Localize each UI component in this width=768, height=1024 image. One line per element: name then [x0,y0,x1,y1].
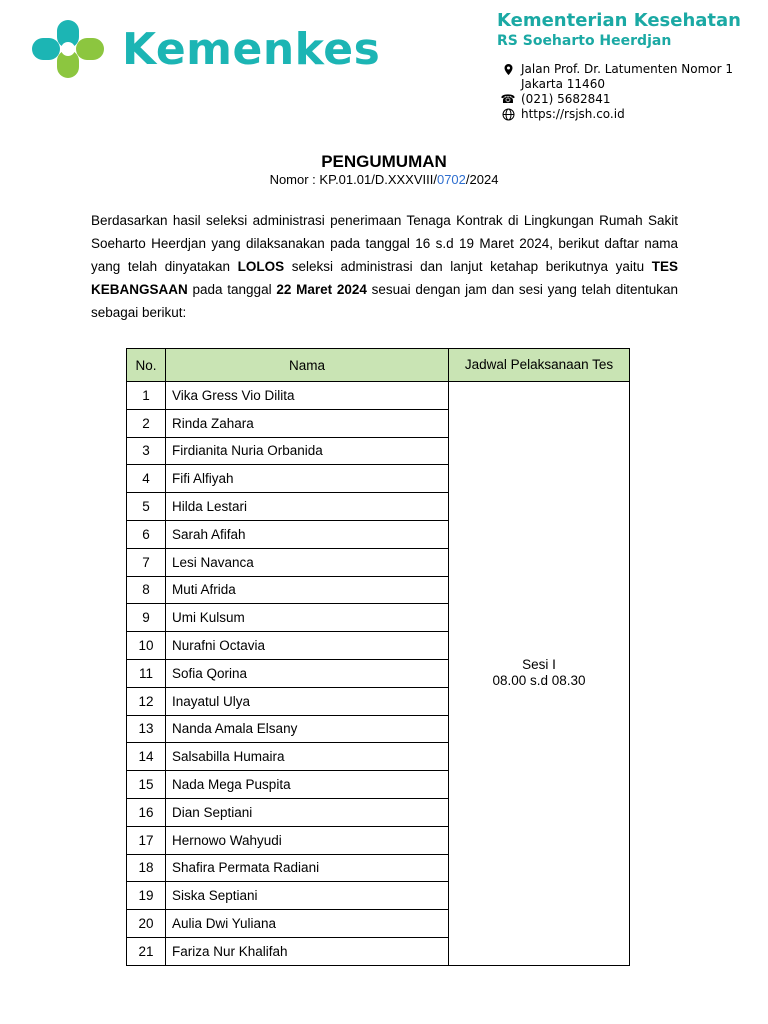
para-bold-test: TES KEBANGSAAN [91,259,678,297]
candidate-table [126,348,630,966]
row-number: 11 [127,659,166,687]
document-title: PENGUMUMAN [321,152,447,171]
para-text-3: pada tanggal [187,282,277,297]
phone-number: (021) 5682841 [521,92,611,106]
location-pin-icon [499,63,517,76]
row-number: 1 [127,382,166,410]
address-row-2 [499,77,733,92]
para-text-4: sesuai dengan jam dan sesi yang telah ditentukan sebagai berikut: [91,282,678,320]
row-number: 16 [127,798,166,826]
number-prefix: Nomor : KP.01.01/D.XXXVIII/ [269,172,437,187]
table-header-row [127,349,630,382]
row-name: Fariza Nur Khalifah [166,937,449,965]
row-number: 19 [127,882,166,910]
row-number: 3 [127,437,166,465]
schedule-cell [449,382,630,966]
row-name: Shafira Permata Radiani [166,854,449,882]
row-name: Firdianita Nuria Orbanida [166,437,449,465]
organization-block [497,10,741,49]
row-number: 5 [127,493,166,521]
hospital-name: RS Soeharto Heerdjan [497,33,672,49]
para-bold-date: 22 Maret 2024 [276,282,367,297]
row-name: Inayatul Ulya [166,687,449,715]
globe-icon [499,108,517,121]
row-name: Hernowo Wahyudi [166,826,449,854]
row-name: Dian Septiani [166,798,449,826]
website-link[interactable]: https://rsjsh.co.id [521,107,625,121]
table-body [127,382,630,966]
row-name: Umi Kulsum [166,604,449,632]
para-text-2: seleksi administrasi dan lanjut ketahap berikutnya yaitu [284,259,652,274]
row-number: 12 [127,687,166,715]
kemenkes-emblem-icon [30,18,106,80]
row-number: 21 [127,937,166,965]
row-number: 15 [127,771,166,799]
address-line-2: Jakarta 11460 [521,77,605,91]
row-name: Nanda Amala Elsany [166,715,449,743]
schedule-session: Sesi I [522,657,556,673]
row-number: 13 [127,715,166,743]
row-name: Lesi Navanca [166,548,449,576]
row-number: 10 [127,632,166,660]
row-name: Sarah Afifah [166,520,449,548]
number-highlight: 0702 [436,172,466,187]
phone-icon: ☎ [500,92,516,106]
row-name: Nurafni Octavia [166,632,449,660]
row-name: Vika Gress Vio Dilita [166,382,449,410]
announcement-paragraph [91,209,678,324]
row-number: 2 [127,409,166,437]
row-number: 17 [127,826,166,854]
row-name: Nada Mega Puspita [166,771,449,799]
row-name: Aulia Dwi Yuliana [166,910,449,938]
kemenkes-logo [30,18,380,80]
logo-text: Kemenkes [122,23,381,75]
row-number: 8 [127,576,166,604]
address-row [499,62,733,77]
row-number: 20 [127,910,166,938]
ministry-name: Kementerian Kesehatan [497,10,741,31]
row-name: Siska Septiani [166,882,449,910]
document-number [0,172,768,187]
row-name: Salsabilla Humaira [166,743,449,771]
row-name: Sofia Qorina [166,659,449,687]
row-number: 7 [127,548,166,576]
row-number: 18 [127,854,166,882]
contact-block [499,62,733,122]
row-number: 9 [127,604,166,632]
row-number: 14 [127,743,166,771]
schedule-time: 08.00 s.d 08.30 [492,673,586,689]
row-name: Rinda Zahara [166,409,449,437]
row-name: Fifi Alfiyah [166,465,449,493]
table-row [127,382,630,410]
website-row [499,107,733,122]
row-name: Muti Afrida [166,576,449,604]
row-number: 6 [127,520,166,548]
phone-row [499,92,733,107]
para-text-1: Berdasarkan hasil seleksi administrasi penerimaan Tenaga Kontrak di Lingkungan Rumah Sakit Soeharto Heerdjan yang dilaksanakan pada tanggal 16 s.d 19 Maret 2024, berikut daftar nama yang telah dinyatakan [91,213,678,274]
row-number: 4 [127,465,166,493]
header-schedule: Jadwal Pelaksanaan Tes [449,349,630,382]
number-suffix: /2024 [465,172,499,187]
para-bold-lolos: LOLOS [237,259,285,274]
row-name: Hilda Lestari [166,493,449,521]
address-line-1: Jalan Prof. Dr. Latumenten Nomor 1 [521,62,733,76]
header-name: Nama [166,349,449,382]
header-no: No. [127,349,166,382]
